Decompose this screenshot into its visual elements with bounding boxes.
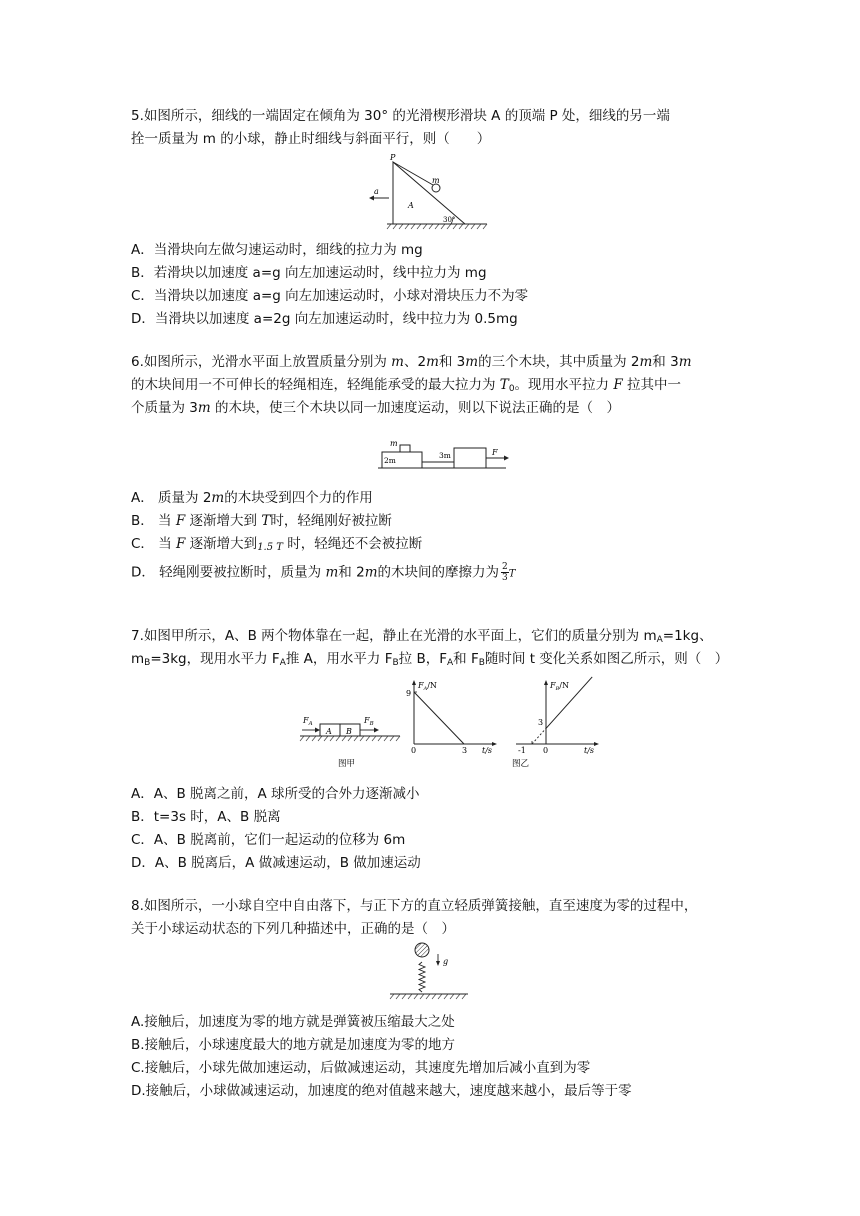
svg-text:F: F — [492, 448, 498, 457]
q7-chart-fb-tick-xm1: -1 — [518, 746, 526, 755]
svg-text:3m: 3m — [439, 451, 451, 460]
q5-label-angle: 30° — [443, 216, 456, 224]
q7-chart-fa-tick-x0: 0 — [411, 746, 417, 755]
q5-label-m: m — [432, 176, 440, 185]
svg-text:A: A — [326, 727, 332, 736]
q6-blocks-figure — [378, 438, 518, 474]
q8-option-c: C.接触后，小球先做加速运动，后做减速运动，其速度先增加后减小直到为零 — [131, 1060, 591, 1076]
q7-chart-fa-tick-x1: 3 — [462, 746, 468, 755]
q7-stem-line-2: $m_B=3kg$，现用水平力 $F_A$推 A，用水平力 $F_B$拉 B，$F_A$和 $F_B$随时间 t 变化关系如图乙所示，则（ ） — [131, 651, 729, 668]
q7-stem-line-1: 7.如图甲所示，A、B 两个物体靠在一起，静止在光滑的水平面上，它们的质量分别为 $m_A=1kg$、 — [131, 628, 713, 645]
q8-ball — [415, 943, 429, 957]
svg-text:图甲: 图甲 — [338, 759, 356, 769]
q7-chart-fb-dashed-extension — [532, 728, 546, 744]
q8-stem-line-2: 关于小球运动状态的下列几种描述中，正确的是（ ） — [131, 921, 455, 937]
q5-option-d: D．当滑块以加速度 a=2g 向左加速运动时，线中拉力为 0.5mg — [131, 311, 518, 327]
q7-chart-fa-ylabel: $F_A/N$ — [418, 681, 437, 692]
svg-text:FA: $F_A$ — [303, 716, 313, 727]
q5-wedge-figure — [365, 150, 495, 232]
q7-figure-jia — [296, 708, 406, 770]
q6-stem-line-1: 6.如图所示，光滑水平面上放置质量分别为 m、2m和 3m的三个木块，其中质量为 2m和 3m — [131, 354, 692, 370]
q7-chart-fa-line — [414, 692, 464, 744]
q6-option-b: B． 当 F 逐渐增大到 T时，轻绳刚好被拉断 — [131, 513, 392, 529]
q8-option-b: B.接触后，小球速度最大的地方就是加速度为零的地方 — [131, 1037, 456, 1053]
q6-option-d: D． 轻绳刚要被拉断时，质量为 m和 2m的木块间的摩擦力为 $\frac{2}{3}$ T — [131, 562, 516, 583]
q6-stem-line-3: 个质量为 3m 的木块，使三个木块以同一加速度运动，则以下说法正确的是（ ） — [131, 400, 620, 416]
q6-option-c: C． 当 F 逐渐增大到1.5 T 时，轻绳还不会被拉断 — [131, 536, 423, 553]
q6-stem-line-2: 的木块间用一不可伸长的轻绳相连，轻绳能承受的最大拉力为 $T_0$。现用水平拉力 F 拉其中一 — [131, 377, 682, 394]
q6-fraction-two-thirds: $\frac{2}{3}$ — [502, 562, 508, 583]
q8-option-a: A.接触后，加速度为零的地方就是弹簧被压缩最大之处 — [131, 1014, 455, 1030]
q7-chart-fa — [400, 678, 500, 758]
q8-spring-figure — [386, 940, 472, 1004]
q7-chart-fb-xlabel: t/s — [584, 746, 595, 755]
q5-label-wedge: A — [408, 201, 414, 210]
q7-chart-fa-tick-y: 9 — [406, 689, 412, 698]
q6-block-3m — [454, 448, 486, 468]
q7-chart-fb-ylabel: $F_B/N$ — [550, 681, 569, 692]
q5-stem-line-2: 拴一质量为 m 的小球，静止时细线与斜面平行，则（ ） — [131, 131, 491, 147]
q7-option-c: C．A、B 脱离前，它们一起运动的位移为 6m — [131, 832, 406, 848]
q5-option-c: C．当滑块以加速度 a=g 向左加速运动时，小球对滑块压力不为零 — [131, 288, 529, 304]
q5-wedge — [393, 162, 465, 224]
q7-chart-fb-tick-y: 3 — [538, 718, 544, 727]
q7-option-b: B．t=3s 时，A、B 脱离 — [131, 809, 281, 825]
q5-option-a: A．当滑块向左做匀速运动时，细线的拉力为 mg — [131, 242, 423, 258]
q7-option-d: D．A、B 脱离后，A 做减速运动，B 做加速运动 — [131, 855, 421, 871]
q5-option-b: B．若滑块以加速度 a=g 向左加速运动时，线中拉力为 mg — [131, 265, 487, 281]
q7-chart-fa-xlabel: t/s — [482, 746, 493, 755]
svg-text:g: g — [443, 957, 449, 966]
q5-stem-line-1: 5.如图所示，细线的一端固定在倾角为 30° 的光滑楔形滑块 A 的顶端 P 处，细线的另一端 — [131, 108, 670, 124]
q6-block-m — [400, 445, 410, 452]
q7-chart-fb-tick-x0: 0 — [543, 746, 549, 755]
svg-text:B: B — [346, 727, 352, 736]
q7-chart-fb — [512, 676, 602, 768]
q7-option-a: A．A、B 脱离之前，A 球所受的合外力逐渐减小 — [131, 786, 420, 802]
q7-caption-yi: 图乙 — [512, 759, 530, 768]
q8-spring — [419, 962, 425, 992]
q5-label-a: a — [374, 187, 379, 196]
q8-stem-line-1: 8.如图所示，一小球自空中自由落下，与正下方的直立轻质弹簧接触，直至速度为零的过程中， — [131, 898, 698, 914]
svg-text:FB: $F_B$ — [364, 716, 374, 727]
q6-option-a: A． 质量为 2m的木块受到四个力的作用 — [131, 490, 373, 506]
q5-ball — [432, 184, 440, 192]
q5-label-p: P — [390, 153, 396, 162]
svg-text:2m: 2m — [384, 456, 396, 465]
q8-option-d: D.接触后，小球做减速运动，加速度的绝对值越来越大，速度越来越小，最后等于零 — [131, 1083, 632, 1099]
svg-text:m: m — [390, 439, 398, 448]
